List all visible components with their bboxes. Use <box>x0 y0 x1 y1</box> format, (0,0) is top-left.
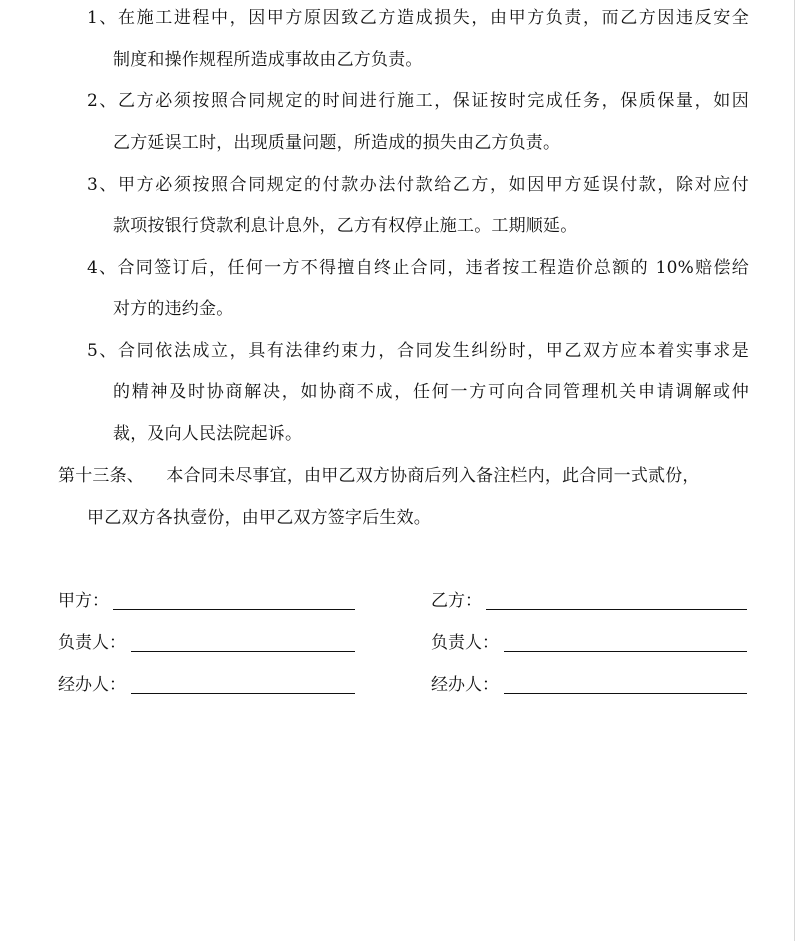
clause-2-line-1: 2、乙方必须按照合同规定的时间进行施工，保证按时完成任务，保质保量，如因 <box>87 91 749 111</box>
clause-3-line-1: 3、甲方必须按照合同规定的付款办法付款给乙方，如因甲方延误付款，除对应付 <box>87 175 749 195</box>
handler-b-label: 经办人： <box>431 675 499 695</box>
clause-2-line-2: 乙方延误工时，出现质量问题，所造成的损失由乙方负责。 <box>113 133 561 153</box>
clause-3-line-2: 款项按银行贷款利息计息外，乙方有权停止施工。工期顺延。 <box>113 216 578 236</box>
responsible-b-signature-line <box>504 651 747 652</box>
article-13-line-1: 第十三条、 本合同未尽事宜，由甲乙双方协商后列入备注栏内，此合同一式贰份， <box>58 466 700 486</box>
clause-5-line-3: 裁，及向人民法院起诉。 <box>113 424 303 444</box>
responsible-a-label: 负责人： <box>58 633 126 653</box>
handler-a-signature-line <box>131 693 355 694</box>
clause-4-line-2: 对方的违约金。 <box>113 299 234 319</box>
clause-5-line-2: 的精神及时协商解决，如协商不成，任何一方可向合同管理机关申请调解或仲 <box>113 382 749 402</box>
party-b-signature-line <box>486 609 747 610</box>
clause-5-line-1: 5、合同依法成立，具有法律约束力，合同发生纠纷时，甲乙双方应本着实事求是 <box>87 341 749 361</box>
responsible-b-label: 负责人： <box>431 633 499 653</box>
responsible-a-signature-line <box>131 651 355 652</box>
article-13-line-2: 甲乙双方各执壹份，由甲乙双方签字后生效。 <box>87 508 431 528</box>
handler-b-signature-line <box>504 693 747 694</box>
clause-1-line-1: 1、在施工进程中，因甲方原因致乙方造成损失，由甲方负责，而乙方因违反安全 <box>87 8 749 28</box>
clause-4-line-1: 4、合同签订后，任何一方不得擅自终止合同，违者按工程造价总额的 10%赔偿给 <box>87 258 749 278</box>
party-a-signature-line <box>113 609 355 610</box>
party-b-label: 乙方： <box>431 591 482 611</box>
clause-1-line-2: 制度和操作规程所造成事故由乙方负责。 <box>113 50 423 70</box>
party-a-label: 甲方： <box>58 591 109 611</box>
handler-a-label: 经办人： <box>58 675 126 695</box>
